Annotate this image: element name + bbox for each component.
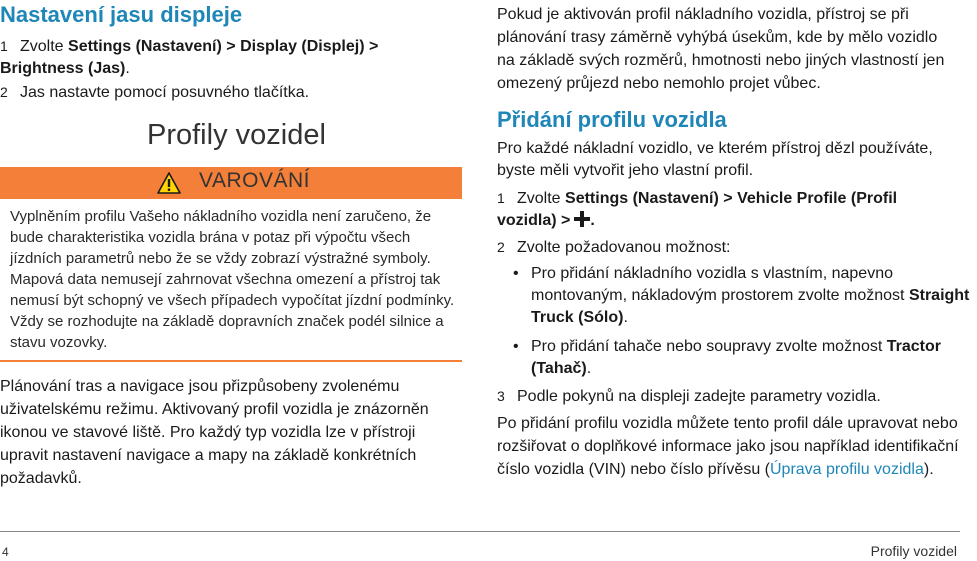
step-text: Zvolte požadovanou možnost: (517, 239, 731, 256)
truck-profile-intro: Pokud je aktivován profil nákladního vozidla, přístroj se při plánování trasy záměrně vyhýbá úsekům, kde by mělo vozidlo na základě svých rozměrů, hmotnosti nebo jiných vlastností jen omezený průjezd nebo nemohlo projet vůbec. (497, 6, 945, 92)
option-straight-truck (513, 263, 977, 329)
page-number: 4 (2, 545, 9, 559)
option-tractor (513, 336, 977, 380)
step-text: Zvolte (20, 38, 69, 55)
step-punct: . (590, 212, 595, 229)
section-title-add-profile: Přidání profilu vozidla (497, 107, 727, 132)
add-profile-step-3 (497, 385, 881, 408)
step-number: 2 (0, 84, 8, 100)
warning-paragraph-1: Vyplněním profilu Vašeho nákladního vozidla není zaručeno, že bude charakteristika vozidla brána v potaz při výpočtu všech jízdních parametrů nebo že se vždy zobrazí výstražné symboly. (10, 208, 432, 267)
edit-profile-paragraph (497, 412, 959, 481)
option-name: Tractor (Tahač) (531, 338, 942, 377)
bullet-text: Pro přidání nákladního vozidla s vlastním, napevno montovaným, nákladovým prostorem zvolte možnost (531, 265, 909, 304)
bullet-text: Pro přidání tahače nebo soupravy zvolte možnost (531, 338, 887, 355)
bullet-punct: . (586, 360, 592, 377)
step-number: 3 (497, 388, 505, 404)
add-profile-step-2 (497, 236, 730, 259)
warning-bar (0, 167, 462, 199)
warning-paragraph-2: Mapová data nemusejí zahrnovat všechna omezení a přístroj tak nemusí být schopný ve všech případech vypočítat jízdní podmínky. Vždy se rozhodujte na základě dopravních značek podél silnice a stavu vozovky. (10, 271, 455, 351)
step-number: 1 (497, 190, 505, 206)
footer-divider (0, 531, 960, 532)
chapter-title: Profily vozidel (147, 119, 326, 151)
step-menu-path: Settings (Nastavení) > Display (Displej) > Brightness (Jas) (0, 38, 379, 77)
step-text: Jas nastavte pomocí posuvného tlačítka. (20, 84, 310, 101)
step-punct: . (125, 60, 130, 77)
plus-icon (574, 211, 590, 227)
paragraph-text: Po přidání profilu vozidla můžete tento profil dále upravovat nebo rozšiřovat o doplňkové informace jako jsou například identifikační číslo vozidla (VIN) nebo číslo přívěsu ( (497, 415, 959, 478)
warning-divider (0, 360, 462, 362)
step-text: Zvolte (517, 190, 566, 207)
paragraph-end: ). (923, 461, 934, 478)
add-profile-intro: Pro každé nákladní vozidlo, ve kterém přístroj dězl používáte, byste měli vytvořit jeho vlastní profil. (497, 140, 933, 179)
section-title-brightness: Nastavení jasu displeje (0, 2, 243, 27)
step-number: 2 (497, 239, 505, 255)
option-name: Straight Truck (Sólo) (531, 287, 970, 326)
bullet-dot: • (513, 265, 519, 282)
step-text: Podle pokynů na displeji zadejte parametry vozidla. (517, 388, 881, 405)
footer-chapter-title: Profily vozidel (870, 543, 957, 559)
warning-label: VAROVÁNÍ (199, 169, 310, 192)
add-profile-step-1 (497, 187, 959, 232)
step-menu-path: Settings (Nastavení) > Vehicle Profile (Profil vozidla) > (497, 190, 898, 229)
step-number: 1 (0, 38, 8, 54)
warning-icon (157, 172, 181, 194)
bullet-dot: • (513, 338, 519, 355)
brightness-step-1 (0, 35, 462, 80)
brightness-step-2 (0, 81, 309, 104)
profiles-body-text: Plánování tras a navigace jsou přizpůsobeny zvolenému uživatelskému režimu. Aktivovaný profil vozidla je znázorněn ikonou ve stavové liště. Pro každý typ vozidla lze v přístroji upravit nastavení navigace a mapy na základě konkrétních požadavků. (0, 378, 429, 487)
edit-profile-link[interactable]: Úprava profilu vozidla (770, 461, 924, 478)
bullet-punct: . (623, 309, 628, 326)
